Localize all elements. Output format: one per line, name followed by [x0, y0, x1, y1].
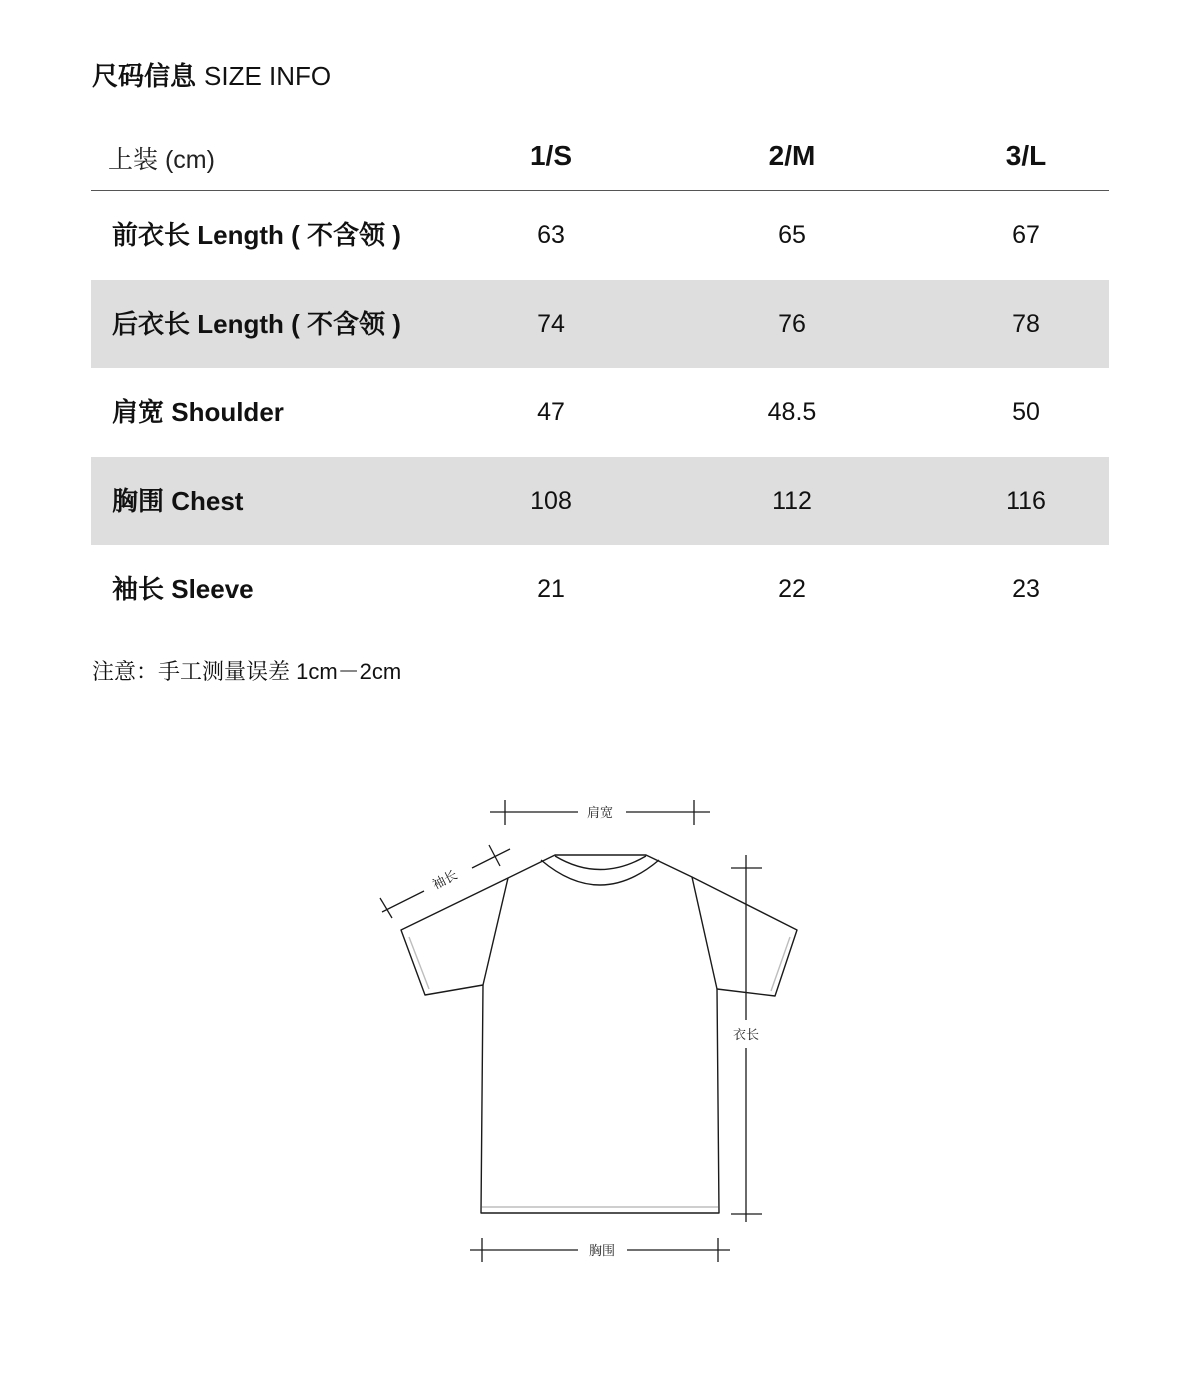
cell-value: 67: [1012, 221, 1040, 249]
title-english: SIZE INFO: [204, 61, 332, 91]
collar-outer: [541, 860, 659, 885]
right-sleeve-seam: [692, 877, 717, 989]
cell-value: 78: [1012, 309, 1040, 338]
cell-value: 50: [1012, 398, 1040, 427]
cell-value: 65: [778, 221, 806, 249]
cell-value: 74: [537, 309, 565, 338]
column-header-size-l: 3/L: [1005, 140, 1047, 171]
collar-inner: [555, 856, 646, 870]
cell-value: 47: [537, 398, 565, 427]
sleeve-dimension: [380, 845, 510, 918]
right-cuff-line: [771, 937, 790, 991]
left-cuff-line: [409, 937, 429, 989]
length-dimension: [731, 855, 762, 1222]
cell-value: 108: [530, 486, 572, 515]
table-row-sleeve: [91, 545, 1109, 634]
column-header-garment: 上装 (cm): [108, 146, 215, 174]
title-chinese: 尺码信息: [92, 61, 197, 91]
left-sleeve-seam: [483, 878, 508, 985]
table-row-chest: [91, 457, 1109, 546]
row-label: 胸围 Chest: [112, 485, 244, 516]
chest-label: 胸围: [588, 1244, 616, 1259]
sleeve-label: 袖长: [430, 867, 461, 894]
cell-value: 63: [537, 221, 565, 249]
size-table: [91, 124, 1109, 634]
page-title: [92, 58, 331, 94]
tshirt-outline: [401, 855, 797, 1213]
measurement-note: 注意：手工测量误差 1cm－2cm: [92, 659, 402, 684]
cell-value: 112: [772, 486, 812, 515]
shoulder-dimension: [490, 800, 710, 825]
row-label: 前衣长 Length ( 不含领 ): [112, 220, 401, 250]
table-row-back-length: [91, 280, 1109, 369]
table-row-shoulder: [91, 368, 1109, 457]
tshirt-body-outline: [401, 855, 797, 1213]
cell-value: 21: [537, 575, 565, 604]
cell-value: 116: [1006, 486, 1046, 515]
column-header-size-m: 2/M: [768, 140, 816, 171]
table-header: [91, 124, 1109, 191]
cell-value: 23: [1012, 575, 1040, 604]
column-header-size-s: 1/S: [529, 140, 573, 171]
shoulder-label: 肩宽: [586, 806, 614, 821]
table-row-front-length: [91, 191, 1109, 280]
chest-dimension: [470, 1238, 730, 1262]
cell-value: 22: [778, 575, 806, 604]
cell-value: 76: [778, 309, 806, 338]
length-label: 衣长: [732, 1028, 760, 1043]
row-label: 袖长 Sleeve: [112, 574, 254, 605]
row-label: 后衣长 Length ( 不含领 ): [112, 308, 401, 339]
row-label: 肩宽 Shoulder: [112, 397, 284, 428]
cell-value: 48.5: [767, 398, 817, 427]
